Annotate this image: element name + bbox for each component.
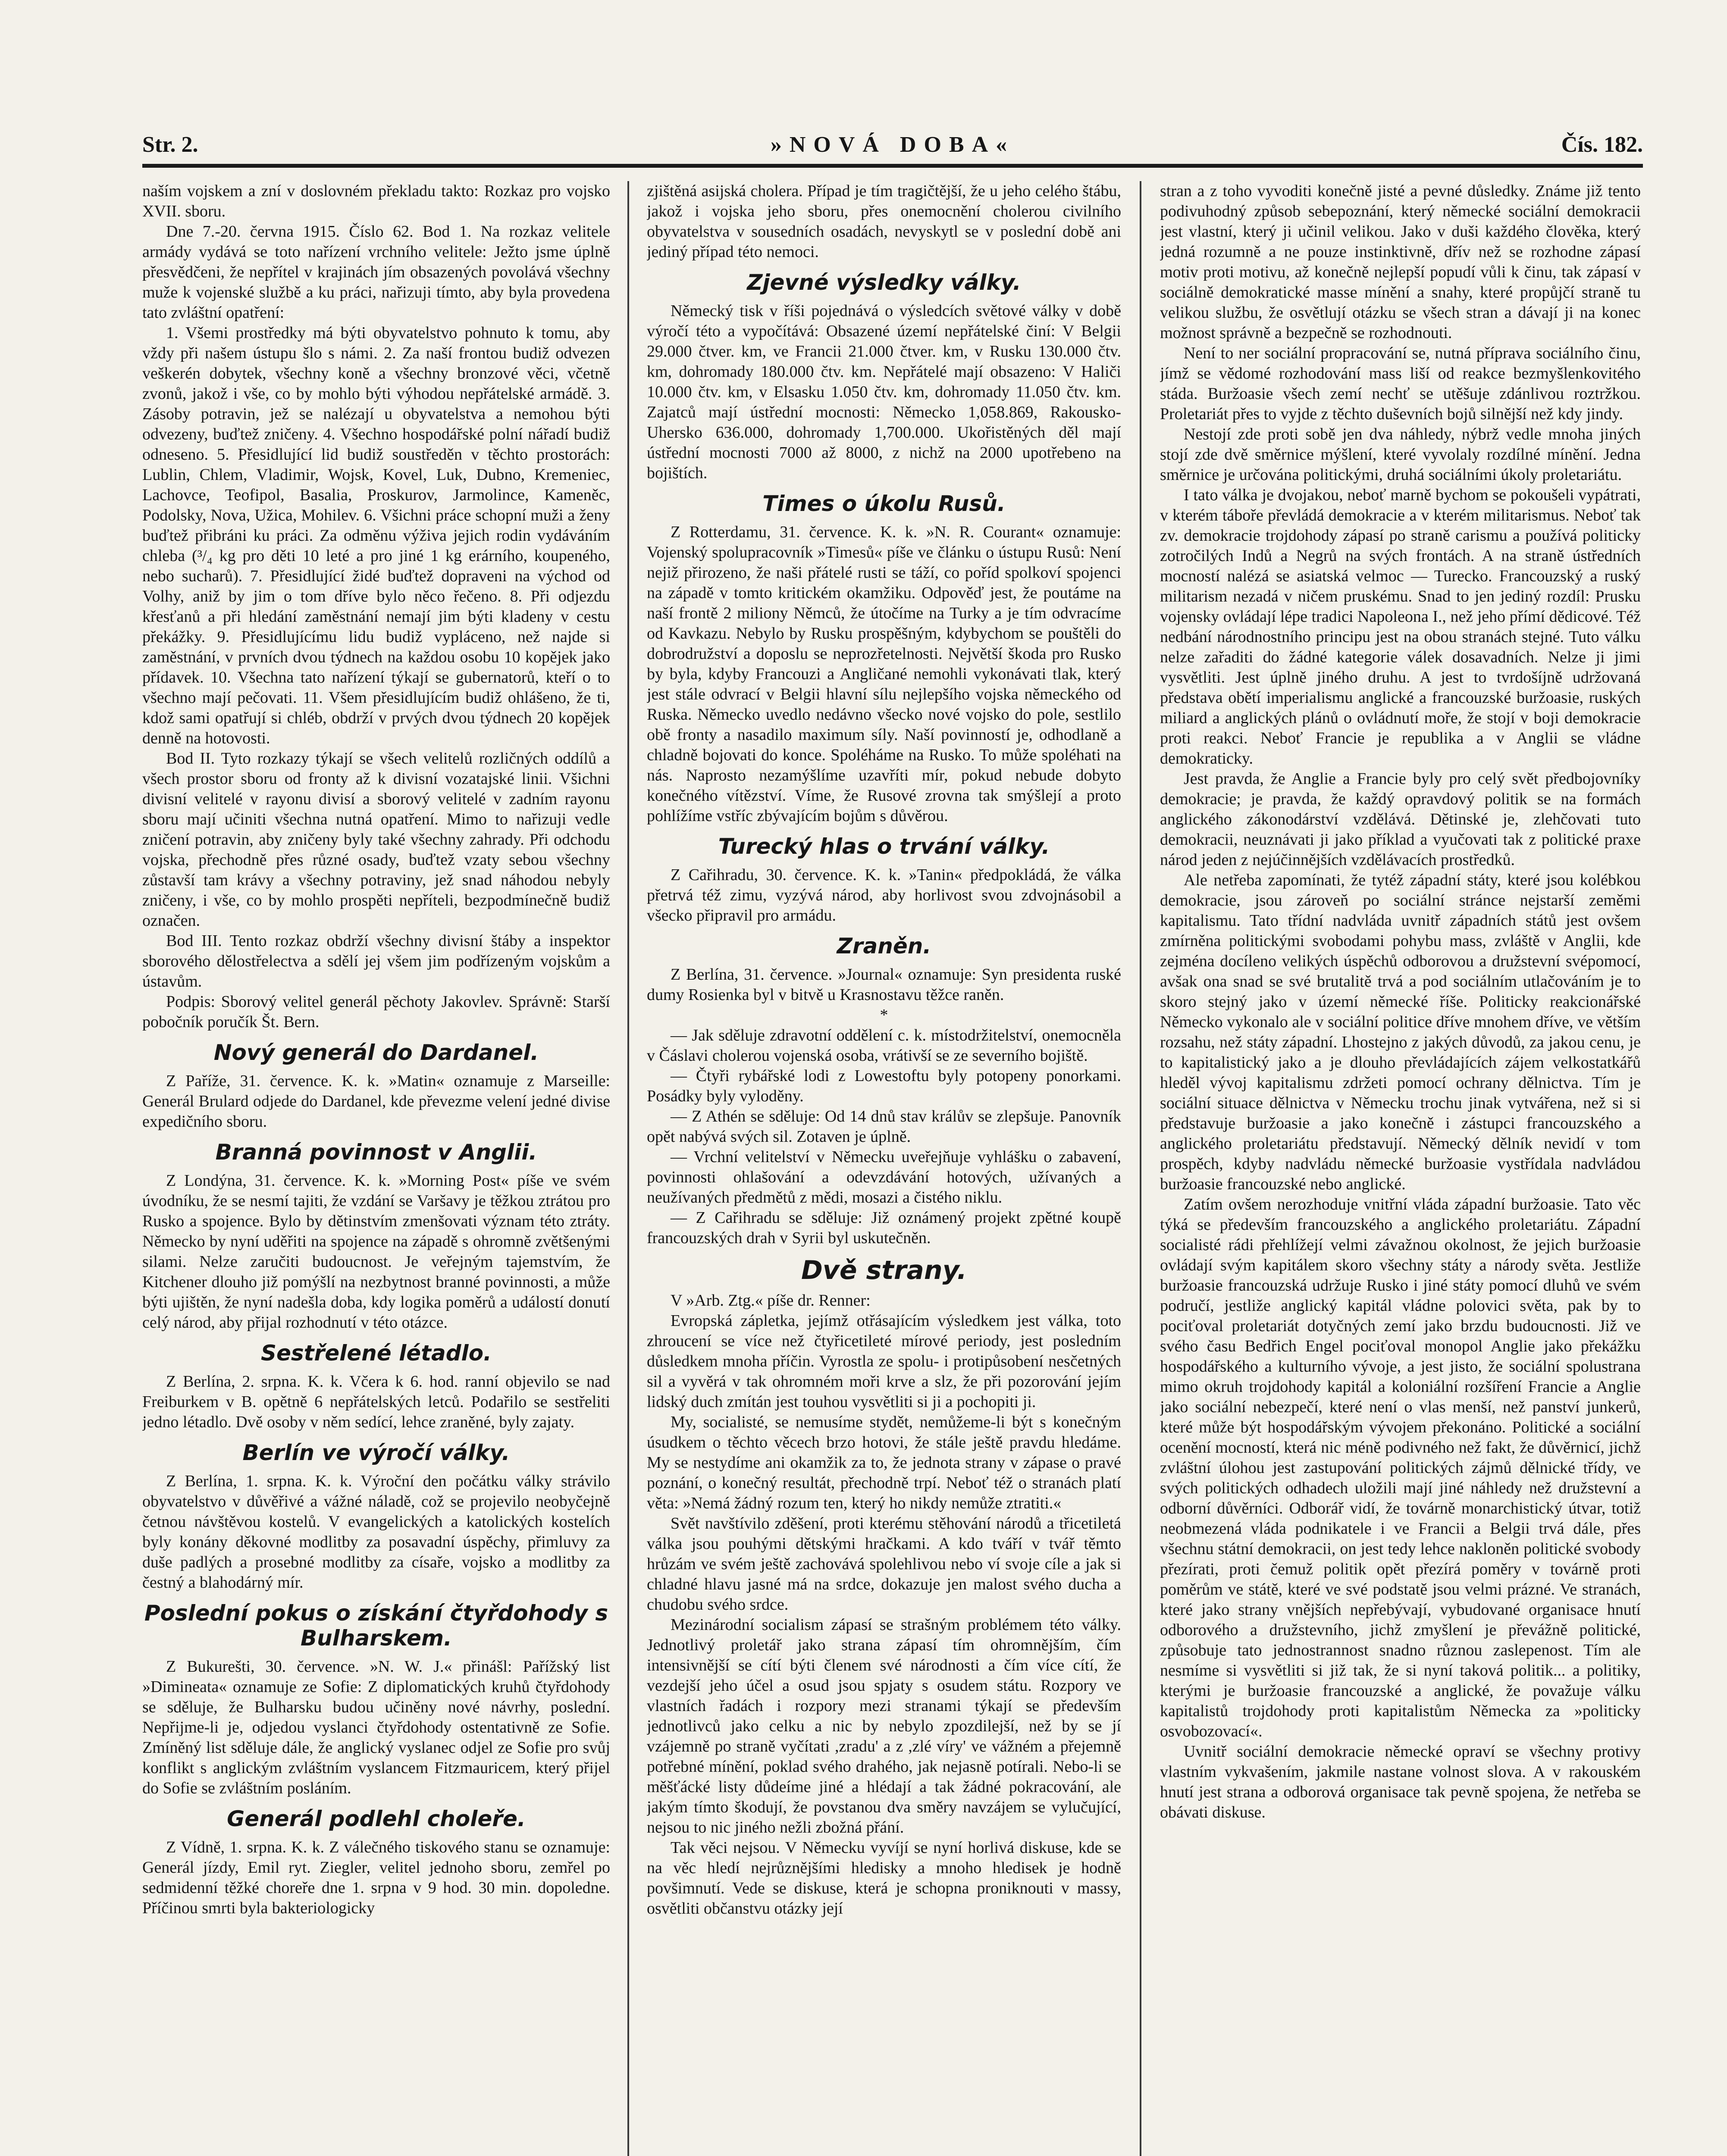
article-headline: Times o úkolu Rusů.: [762, 491, 1006, 516]
article-headline: Sestřelené létadlo.: [260, 1341, 492, 1366]
column-3: [1160, 181, 1641, 2156]
article-paragraph: Uvnitř sociální demokracie německé opraví se všechny protivy vlastním vykvašením, jakmile nastane volnost slova. A v rakouském hnutí jest strana a odborová organisace tak pevně spojena, že netřeba se obávati diskuse.: [1160, 1742, 1641, 1821]
article-headline: Nový generál do Dardanel.: [213, 1040, 539, 1065]
article-headline: Branná povinnost v Anglii.: [215, 1140, 537, 1165]
article-headline: Zjevné výsledky války.: [747, 270, 1021, 295]
article-paragraph: Nestojí zde proti sobě jen dva náhledy, nýbrž vedle mnoha jiných stojí zde dvě směrnice mýšlení, které vyvolaly rozdílné mínění. Jedna směrnice je určována politickými, druhá sociálními úkoly proletariátu.: [1160, 425, 1641, 484]
article-headline: Zraněn.: [837, 934, 931, 959]
article-paragraph: Z Berlína, 31. července. »Journal« oznamuje: Syn presidenta ruské dumy Rosienka byl v bitvě u Krasnostavu těžce raněn.: [647, 965, 1121, 1004]
article-paragraph: Bod II. Tyto rozkazy týkají se všech velitelů rozličných oddílů a všech prostor sboru od fronty až k divisní vozatajské linii. Všichni divisní velitelé v rayonu divisí a sborový velitelé v zadním rayonu sboru mají učiniti všechna nutná opatření. Mimo to nařizuji vedle zničení potravin, aby zničeny byly také všechny zahrady. Při odchodu vojska, přechodně přes různé osady, buďtež vzaty sebou všechny zůstavší tam krávy a všechny potraviny, jež snad náhodou nebyly zničeny, i vše, co by mohlo prospěti nepříteli, bezpodmínečně budiž označen.: [142, 749, 610, 930]
article-paragraph: Z Berlína, 2. srpna. K. k. Včera k 6. hod. ranní objevilo se nad Freiburkem v B. opětně 6 nepřátelských letců. Podařilo se sestřeliti jedno létadlo. Dvě osoby v něm sedící, lehce zraněné, byly zajaty.: [142, 1373, 610, 1431]
news-item: — Čtyři rybářské lodi z Lowestoftu byly potopeny ponorkami. Posádky byly vyloděny.: [647, 1067, 1121, 1105]
article-paragraph: Z Vídně, 1. srpna. K. k. Z válečného tiskového stanu se oznamuje: Generál jízdy, Emil ryt. Ziegler, velitel jednoho sboru, zemřel po sedmidenní těžké choreře dne 1. srpna v 9 hod. 30 min. dopoledne. Příčinou smrti byla bakteriologicky: [142, 1838, 610, 1917]
article-paragraph: Jest pravda, že Anglie a Francie byly pro celý svět předbojovníky demokracie; je pravda, že každý opravdový politik se na formách anglického zákonodárství vzdělává. Dětinské je, zlehčovati tuto demokracii, neuznávati ji jako příklad a vyučovati tak z politické praxe národ jeden z nejúčinnějších vzdělávacích prostředků.: [1160, 770, 1641, 869]
article-headline: Dvě strany.: [801, 1255, 967, 1285]
article-paragraph: Bod III. Tento rozkaz obdrží všechny divisní štáby a inspektor sborového dělostřelectva a sdělí jej všem jim podřízeným vojskům a ústavům.: [142, 932, 610, 990]
news-item: — Z Cařihradu se sděluje: Již oznámený projekt zpětné koupě francouzských drah v Syrii byl uskutečněn.: [647, 1209, 1121, 1247]
article-paragraph: stran a z toho vyvoditi konečně jisté a pevné důsledky. Známe již tento podivuhodný způsob sebepoznání, který německé sociální demokracii jest vlastní, který ji učinil velikou. Jako v duši každého člověka, který jedná rozumně a ne pouze instinktivně, dřív než se rozhodne zápasí motiv proti motivu, až konečně nejlepší popudí vůli k činu, tak zápasí v sociálně demokratické masse mínění a snahy, které propůjčí straně tu velikou službu, že osvětlují otázku se všech stran a dávají ji na konec možnost správně a bezpečně se rozhodnouti.: [1160, 182, 1641, 342]
article-paragraph: Dne 7.-20. června 1915. Číslo 62. Bod 1. Na rozkaz velitele armády vydává se toto nařízení vrchního velitele: Ježto jsme úplně přesvědčeni, že nepřítel v krajinách jím obsazených povolává všechny muže k vojenské službě a ku práci, nařizuji tímto, aby byla provedena tato zvláštní opatření:: [142, 222, 610, 322]
news-item: — Jak sděluje zdravotní oddělení c. k. místodržitelství, onemocněla v Čáslavi cholerou vojenská osoba, vrátivší se ze severního bojiště.: [647, 1026, 1121, 1065]
page-number: Str. 2.: [142, 132, 198, 157]
page-header: [142, 129, 1643, 168]
column-divider: [1140, 181, 1141, 2156]
article-paragraph: Není to ner sociální propracování se, nutná příprava sociálního činu, jímž se vědomé rozhodování mass liší od reakce bezmyšlenkovitého stáda. Buržoasie všech zemí nechť se utěšuje zdánlivou roztržkou. Proletariát přes to vyjde z těchto duševních bojů silnější než kdy jindy.: [1160, 344, 1641, 423]
article-paragraph: Z Paříže, 31. července. K. k. »Matin« oznamuje z Marseille: Generál Brulard odjede do Dardanel, kde převezme velení jedné divise expedičního sboru.: [142, 1072, 610, 1131]
column-1: [142, 181, 610, 2156]
article-headline: Berlín ve výročí války.: [242, 1440, 510, 1465]
news-item: — Z Athén se sděluje: Od 14 dnů stav králův se zlepšuje. Panovník opět nabývá svých sil. Zotaven je úplně.: [647, 1107, 1121, 1146]
article-headline: Generál podlehl choleře.: [227, 1806, 526, 1831]
article-paragraph: Evropská zápletka, jejímž otřásajícím výsledkem jest válka, toto zhroucení se více než čtyřicetileté mírové periody, jest posledním důsledkem mnoha příčin. Vyrostla ze spolu- i protipůsobení nesčetných sil a vyvěrá v tak ohromném moři krve a slz, že při pozorování jejím lidský duch zmítán jest touhou vysvětliti si ji a pochopiti ji.: [647, 1312, 1121, 1411]
article-paragraph: Z Rotterdamu, 31. července. K. k. »N. R. Courant« oznamuje: Vojenský spolupracovník »Timesů« píše ve článku o ústupu Rusů: Není nejiž přirozeno, že naši přátelé rusti se táží, co poříd spolkoví spojenci na západě v tomto kritickém okamžiku. Odpověď jest, že poutáme na naší frontě 2 miliony Němců, že útočíme na Turky a je tím odvracíme od Kavkazu. Nebylo by Rusku prospěšným, kdybychom se pouštěli do dobrodružství a doposlu se neprozřetelnosti. Největší škoda pro Rusko by byla, kdyby Francouzi a Angličané nemohli vykonávati tlak, který jest stále odvrací v Belgii hlavní sílu nejlepšího vojska německého od Ruska. Německo uvedlo nedávno všecko nové vojsko do pole, sestlilo obě fronty a nasadilo maximum síly. Naší povinností je, odhodlaně a chladně bojovati do konce. Spoléháme na Rusko. To může spoléhati na nás. Naprosto nezamýšlíme uzavříti mír, pokud nebude dobyto konečného vítězství. Víme, že Rusové zrovna tak smýšlejí a proto pohlížíme vstříc zbývajícím bojům s důvěrou.: [647, 523, 1121, 825]
article-paragraph: V »Arb. Ztg.« píše dr. Renner:: [671, 1291, 871, 1310]
section-separator: *: [880, 1006, 888, 1024]
article-paragraph: Z Cařihradu, 30. července. K. k. »Tanin« předpokládá, že válka přetrvá též zimu, vyzývá národ, aby horlivost svou zdvojnásobil a všecko připravil pro armádu.: [647, 866, 1121, 924]
article-paragraph: Z Bukurešti, 30. července. »N. W. J.« přinášl: Pařížský list »Dimineata« oznamuje ze Sofie: Z diplomatických kruhů čtyřdohody se sděluje, že Bulharsku budou učiněny nové návrhy, poslední. Nepřijme-li je, odjedou vyslanci čtyřdohody ostentativně ze Sofie. Zmíněný list sděluje dále, že anglický vyslanec odjel ze Sofie pro svůj konflikt s anglickým zvláštním vyslancem Fitzmauricem, který přijel do Sofie se zvláštním posláním.: [142, 1658, 610, 1797]
article-paragraph: Svět navštívilo zděšení, proti kterému stěhování národů a třicetiletá válka jsou pouhými dětskými hračkami. A kdo tváří v tvář těmto hrůzám ve svém ještě zachovává spolehlivou nebo ví svoje cíle a jak si chladné hlavu jasné má na srdce, dokazuje jen malost svého ducha a chudobu svého srdce.: [647, 1514, 1121, 1614]
article-paragraph: zjištěná asijská cholera. Případ je tím tragičtější, že u jeho celého štábu, jakož i vojska jeho sboru, přes onemocnění cholerou civilního obyvatelstva v sousedních osadách, nevyskytl se v poslední době ani jediný případ této nemoci.: [647, 182, 1121, 261]
article-paragraph: Zatím ovšem nerozhoduje vnitřní vláda západní buržoasie. Tato věc týká se především francouzského a anglického proletariátu. Západní socialisté rádi přehlížejí velmi závažnou okolnost, že jejich buržoasie ovládají svým kapitálem skoro všechny státy a národy světa. Jestliže buržoasie francouzská udržuje Rusko i jiné státy pomocí dluhů ve svém područí, jestliže anglický kapitál vládne polovici světa, pak by to pociťoval proletariát dotyčných zemí jako brzdu budoucnosti. Již ve svého času Bedřich Engel pociťoval monopol Anglie jako překážku hospodářského a kulturního vývoje, a jest jisto, že sociální spolustrana mimo okruh trojdohody kapitál a koloniální rozšíření Francie a Anglie jako sociální nebezpečí, které není o vlas menší, než panství junkerů, které může být hospodářským vývojem překonáno. Politické a sociální ocenění mocností, která nic méně podivného než fakt, že důvěrnicí, jichž zvláštní úlohou jest zastupování politických zájmů dělnické třídy, ve svých politických odhadech uložili mají jiné náhledy než družstevní a odborní důvěrníci. Odborář vidí, že továrně monarchistický útvar, totiž neobmezená vláda podnikatele i ve Francii a Belgii trvá dále, přes všechnu státní demokracii, on jest tedy lehce nakloněn politické svobody přezírati, proti čemuž politik opět přezírá poměry v továrně proti poměrům ve státě, které ve své podstatě jsou velmi prázné. Ve stranách, které jako strany vnějších nepřebývají, vybudované organisace hnutí odborového a družstevního, jichž zmyšlení je převážně politické, způsobuje tato jednostrannost snadno různou zaslepenost. Tím ale nesmíme si vysvětliti si již tak, že si nyní taková politik... a politiky, kterými je buržoasie francouzské a anglické, že považuje válku kapitalistů trojdohody proti kapitalistům Německa za »politicky osvobozovací«.: [1160, 1195, 1641, 1740]
issue-number: Čís. 182.: [1561, 132, 1643, 157]
article-paragraph: Německý tisk v říši pojednává o výsledcích světové války v době výročí této a vypočítává: Obsazené území nepřátelské činí: V Belgii 29.000 čtver. km, ve Francii 21.000 čtver. km, v Rusku 130.000 čtv. km, dohromady 180.000 čtv. km. Nepřátelé mají obsazeno: V Haliči 10.000 čtv. km, v Elsasku 1.050 čtv. km, dohromady 11.050 čtv. km. Zajatců mají ústřední mocnosti: Německo 1,058.869, Rakousko-Uhersko 636.000, dohromady 1,700.000. Ukořistěných děl mají ústřední mocnosti 7000 až 8000, z nichž na 2000 upotřebeno na bojištích.: [647, 302, 1121, 482]
article-paragraph: naším vojskem a zní v doslovném překladu takto: Rozkaz pro vojsko XVII. sboru.: [142, 182, 610, 220]
article-paragraph: 1. Všemi prostředky má býti obyvatelstvo pohnuto k tomu, aby vždy při našem ústupu šlo s námi. 2. Za naší frontou budiž odvezen veškerén dobytek, všechny koně a všechny bronzové věci, včetně zvonů, jakož i vše, co by mohlo býti výhodou nepřátelské armádě. 3. Zásoby potravin, jež se nalézají u obyvatelstva a nemohou býti odvezeny, buďtež zničeny. 4. Všechno hospodářské polní nářadí budiž odneseno. 5. Přesidlující lid budiž soustředěn v těchto prostorách: Lublin, Chlem, Vladimir, Wojsk, Kovel, Luk, Dubno, Kremeniec, Lachovce, Teofipol, Basalia, Proskurov, Jarmolince, Kameněc, Podolsky, Nova, Užica, Mohilev. 6. Všichni práce schopní muži a ženy buďtež přibráni ku práci. Za odměnu výživa jejich rodin vydáváním chleba (³/₄ kg pro děti 10 leté a pro jiné 1 kg erárního, koupeného, nebo sucharů). 7. Přesidlující židé buďtež dopraveni na východ od Volhy, aniž by jim o tom dříve bylo něco řečeno. 8. Při odjezdu křesťanů a při hledání zaměstnání nemají jim býti kladeny v cestu překážky. 9. Přesidlujícímu lidu budiž vypláceno, než najde si zaměstnání, v prvních dvou týdnech na každou osobu 10 kopějek jako přídavek. 10. Všechna tato nařízení týkají se gubernatorů, kteří o to všechno mají pečovati. 11. Všem přesidlujícím budiž ohlášeno, že ti, kdož sami opatřují si chléb, obdrží v prvých dvou týdnech 20 kopějek denně na hotovosti.: [142, 324, 610, 747]
article-paragraph: Tak věci nejsou. V Německu vyvíjí se nyní horlivá diskuse, kde se na věc hledí nejrůznějšími hledisky a mnoho hledisek je hodně povšimnutí. Vede se diskuse, která je schopna proniknouti v massy, osvětliti občanstvu otázky její: [647, 1839, 1121, 1918]
article-headline: Turecký hlas o trvání války.: [718, 834, 1050, 859]
article-paragraph: Z Berlína, 1. srpna. K. k. Výroční den počátku války strávilo obyvatelstvo v důvěřivé a vážné náladě, což se projevilo neobyčejně četnou návštěvou kostelů. V evangelických a katolických kostelích byly konány děkovné modlitby za posavadní úspěchy, přimluvy za duše padlých a prosebné modlitby za císaře, vojsko a modlitby za čestný a blahodárný mír.: [142, 1472, 610, 1592]
column-2: [647, 181, 1121, 2156]
article-paragraph: Mezinárodní socialism zápasí se strašným problémem této války. Jednotlivý proletář jako strana zápasí tím ohromnějším, čím intensivnější se cítí býti členem své národnosti a čím více cítí, že vezdejší jeho účel a osud jsou spjaty s osudem státu. Rozpory ve vlastních řadách i rozpory mezi stranami týkají se především jednotlivců jako celku a nic by nebylo zpozdilejší, než by se jí vzájemně po straně vyčítati ,zradu' a z ,zlé víry' ve vážném a přejemně potřebné mínění, poklad svého drahého, jak nejasně potírali. Nebo-li se měšťácké listy důdeíme jiné a hlédají a tak žádné pokracování, ale jakým tímto škodují, že povstanou dva směry navzájem se vylučující, nejsou to nic jiného nežli zbožná přání.: [647, 1616, 1121, 1836]
paper-title: »NOVÁ DOBA«: [770, 132, 1015, 157]
news-item: — Vrchní velitelství v Německu uveřejňuje vyhlášku o zabavení, povinnosti ohlašování a odevzdávání hotových, užívaných a neužívaných předmětů z mědi, mosazi a čistého niklu.: [647, 1148, 1121, 1206]
article-paragraph: My, socialisté, se nemusíme stydět, nemůžeme-li být s konečným úsudkem o těchto věcech brzo hotovi, že stále ještě pravdu hledáme. My se nestydíme ani okamžik za to, že jednota strany v zápase o pravé poznání, o konečný resultát, přechodně trpí. Neboť též o stranách platí věta: »Nemá žádný rozum ten, který ho nikdy nemůže ztratiti.«: [647, 1413, 1121, 1512]
article-paragraph: Ale netřeba zapomínati, že tytéž západní státy, které jsou kolébkou demokracie, jsou zároveň po sociální stránce nejstarší zeměmi kapitalismu. Tato třídní nadvláda uvnitř západních států jest ovšem zmírněna politickými svobodami pohybu mass, zvláště v Anglii, kde zejména docíleno velikých úspěchů odborovou a družstevní svépomocí, avšak ona snad se své brutalitě trvá a pod sociálním utlačováním je to skoro stejný jako v území německé říše. Politicky reakcionářské Německo vykonalo ale v sociální politice dříve mnohem dříve, ve větším rozsahu, než státy západní. Lhostejno z jakých důvodů, za jakou cenu, je to kapitalistický jako a je dlouho převládajících zájem velkostatkářů hleděl vývoj kapitalismu zdržeti pomocí ochrany dělnictva. Tím je sociální situace dělnictva v Německu trochu jinak vytvářena, než si si představuje buržoasie a jako konečně i zástupci francouzského a anglického proletariátu představují. Německý dělník nevidí v tom prospěch, kdyby nadvládu německé buržoasie vystřídala nadvládou buržoasie francouzské nebo anglické.: [1160, 871, 1641, 1193]
article-paragraph: Podpis: Sborový velitel generál pěchoty Jakovlev. Správně: Starší pobočník poručík Št. Bern.: [142, 993, 610, 1031]
article-headline: Poslední pokus o získání čtyřdohody s Bulharskem.: [144, 1601, 608, 1651]
column-divider: [627, 181, 629, 2156]
article-paragraph: Z Londýna, 31. července. K. k. »Morning Post« píše ve svém úvodníku, že se nesmí tajiti, že vzdání se Varšavy je těžkou ztrátou pro Rusko a spojence. Bylo by dětinstvím zmenšovati význam této ztráty. Německo by nyní uděřiti na spojence na západě s ohromně zvětšenými silami. Nelze zaručiti budoucnost. Je veřejným tajemstvím, že Kitchener dlouho již pomýšlí na nezbytnost branné povinnosti, a může býti ujištěn, že nyní nadešla doba, kdy logika poměrů a událostí donutí celý národ, aby přijal rozhodnutí v této otázce.: [142, 1172, 610, 1332]
article-paragraph: I tato válka je dvojakou, neboť marně bychom se pokoušeli vypátrati, v kterém táboře převládá demokracie a v kterém militarismus. Neboť tak zv. demokracie trojdohody zápasí po straně carismu a používá politicky zotročilých Indů a Negrů na svých frontách. A na straně ústředních mocností nalézá se asiatská velmoc — Turecko. Francouzský a ruský militarism nezadá v ničem pruskému. Snad to jen jediný rozdíl: Prusku vojensky ovládají lépe tradici Napoleona I., než jeho přímí dědicové. Též nedbání národnostního principu jest na obou stranách stejné. Tuto válku nelze zařaditi do žádné kategorie válek dosavadních. Nelze ji jimi vysvětliti. Jest úplně jiného druhu. A jest to tvrdošíjně udržovaná představa obětí imperialismu anglické a francouzské buržoasie, ruských miliard a anglických plánů o ovládnutí moře, že stojí v boji demokracie proti reakci. Neboť Francie je republika a v Anglii se vládne demokraticky.: [1160, 486, 1641, 768]
